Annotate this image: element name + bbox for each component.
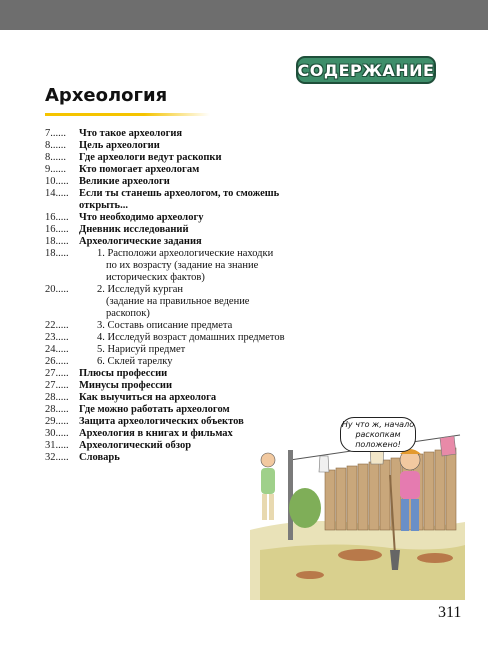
toc-entry-text: 4. Исследуй возраст домашних предметов bbox=[97, 332, 285, 343]
toc-page-number: 28..... bbox=[45, 404, 69, 415]
toc-row bbox=[45, 152, 305, 164]
toc-entry-text: исторических фактов) bbox=[106, 272, 205, 283]
top-bar bbox=[0, 0, 488, 30]
toc-row bbox=[45, 140, 305, 152]
toc-row bbox=[45, 404, 305, 416]
toc-entry-text: Где археологи ведут раскопки bbox=[79, 152, 222, 163]
archaeology-illustration bbox=[250, 430, 465, 600]
toc-entry-text: 3. Составь описание предмета bbox=[97, 320, 233, 331]
toc-entry-text: 6. Склей тарелку bbox=[97, 356, 173, 367]
toc-entry-text: открыть... bbox=[79, 200, 128, 211]
toc-row bbox=[45, 392, 305, 404]
toc-row bbox=[45, 380, 305, 392]
toc-entry-text: Как выучиться на археолога bbox=[79, 392, 217, 403]
toc-entry-text: по их возрасту (задание на знание bbox=[106, 260, 259, 271]
toc-page-number bbox=[45, 260, 79, 272]
toc-row bbox=[45, 128, 305, 140]
toc-page-number: 32..... bbox=[45, 452, 69, 463]
toc-page-number: 14..... bbox=[45, 188, 69, 199]
toc-entry-text: Словарь bbox=[79, 452, 120, 463]
toc-row bbox=[45, 164, 305, 176]
toc-row bbox=[45, 272, 305, 284]
toc-row bbox=[45, 284, 305, 296]
toc-entry-text: Защита археологических объектов bbox=[79, 416, 244, 427]
toc-row bbox=[45, 200, 305, 212]
toc-page-number: 26..... bbox=[45, 356, 69, 367]
toc-row bbox=[45, 416, 305, 428]
toc-page-number bbox=[45, 200, 79, 212]
toc-page-number: 18..... bbox=[45, 236, 69, 247]
toc-page-number: 8...... bbox=[45, 140, 66, 151]
toc-page-number: 20..... bbox=[45, 284, 69, 295]
toc-page-number: 9...... bbox=[45, 164, 66, 175]
toc-page-number: 22..... bbox=[45, 320, 69, 331]
speech-line-1: Ну что ж, начало bbox=[341, 419, 415, 429]
toc-entry-text: Цель археологии bbox=[79, 140, 160, 151]
toc-entry-text: (задание на правильное ведение bbox=[106, 296, 250, 307]
table-of-contents bbox=[45, 128, 305, 464]
toc-row bbox=[45, 296, 305, 308]
toc-page-number: 8...... bbox=[45, 152, 66, 163]
toc-page-number: 16..... bbox=[45, 224, 69, 235]
contents-badge-label: СОДЕРЖАНИЕ bbox=[297, 60, 435, 80]
contents-badge bbox=[296, 56, 436, 84]
toc-row bbox=[45, 236, 305, 248]
toc-page-number: 24..... bbox=[45, 344, 69, 355]
section-title: Археология bbox=[45, 85, 168, 106]
toc-entry-text: Минусы профессии bbox=[79, 380, 173, 391]
toc-page-number bbox=[45, 308, 79, 320]
toc-row bbox=[45, 344, 305, 356]
toc-entry-text: Плюсы профессии bbox=[79, 368, 168, 379]
toc-page-number: 18..... bbox=[45, 248, 69, 259]
page-number: 311 bbox=[438, 604, 462, 621]
toc-entry-text: Где можно работать археологом bbox=[79, 404, 230, 415]
toc-page-number: 28..... bbox=[45, 392, 69, 403]
toc-entry-text: Если ты станешь археологом, то сможешь bbox=[79, 188, 280, 199]
toc-page-number: 31..... bbox=[45, 440, 69, 451]
toc-page-number: 23..... bbox=[45, 332, 69, 343]
toc-entry-text: Дневник исследований bbox=[79, 224, 189, 235]
toc-row bbox=[45, 356, 305, 368]
toc-entry-text: Кто помогает археологам bbox=[79, 164, 200, 175]
toc-row bbox=[45, 332, 305, 344]
toc-entry-text: 5. Нарисуй предмет bbox=[97, 344, 186, 355]
toc-page-number: 10..... bbox=[45, 176, 69, 187]
toc-page-number bbox=[45, 272, 79, 284]
toc-page-number: 30..... bbox=[45, 428, 69, 439]
toc-entry-text: Археологический обзор bbox=[79, 440, 192, 451]
toc-entry-text: Археология в книгах и фильмах bbox=[79, 428, 233, 439]
toc-row bbox=[45, 308, 305, 320]
toc-page-number bbox=[45, 296, 79, 308]
toc-page-number: 16..... bbox=[45, 212, 69, 223]
toc-entry-text: 2. Исследуй курган bbox=[97, 284, 184, 295]
toc-row bbox=[45, 176, 305, 188]
toc-entry-text: раскопок) bbox=[106, 308, 150, 319]
toc-page-number: 29..... bbox=[45, 416, 69, 427]
toc-page-number: 27..... bbox=[45, 368, 69, 379]
toc-entry-text: Великие археологи bbox=[79, 176, 170, 187]
toc-entry-text: Что такое археология bbox=[79, 128, 183, 139]
title-underline bbox=[45, 113, 210, 116]
toc-entry-text: 1. Расположи археологические находки bbox=[97, 248, 274, 259]
toc-row bbox=[45, 368, 305, 380]
speech-line-2: раскопкам положено! bbox=[355, 429, 401, 449]
toc-row bbox=[45, 188, 305, 200]
speech-bubble bbox=[340, 417, 416, 452]
toc-row bbox=[45, 224, 305, 236]
toc-entry-text: Что необходимо археологу bbox=[79, 212, 204, 223]
toc-row bbox=[45, 212, 305, 224]
toc-entry-text: Археологические задания bbox=[79, 236, 202, 247]
toc-row bbox=[45, 260, 305, 272]
toc-page-number: 7...... bbox=[45, 128, 66, 139]
toc-row bbox=[45, 248, 305, 260]
toc-page-number: 27..... bbox=[45, 380, 69, 391]
toc-row bbox=[45, 320, 305, 332]
